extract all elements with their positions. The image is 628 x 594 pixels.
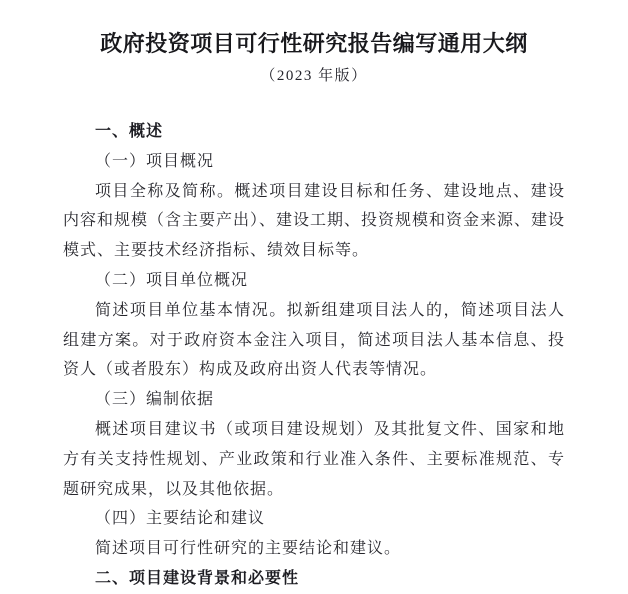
paragraph-conclusions-suggestions: 简述项目可行性研究的主要结论和建议。 bbox=[95, 540, 402, 558]
document-title: 政府投资项目可行性研究报告编写通用大纲 bbox=[100, 31, 528, 56]
paragraph-project-overview: 项目全称及简称。概述项目建设目标和任务、建设地点、建设内容和规模（含主要产出）、建设工期、投资规模和资金来源、建设模式、主要技术经济指标、绩效目标等。 bbox=[63, 182, 566, 260]
subsection-heading-1-2: （二）项目单位概况 bbox=[95, 271, 249, 289]
paragraph-compilation-basis: 概述项目建议书（或项目建设规划）及其批复文件、国家和地方有关支持性规划、产业政策和行业准入条件、主要标准规范、专题研究成果，以及其他依据。 bbox=[63, 420, 565, 498]
document-body bbox=[63, 117, 565, 594]
subsection-heading-1-1: （一）项目概况 bbox=[95, 152, 215, 170]
document-subtitle: （2023 年版） bbox=[260, 68, 368, 84]
section-heading-1: 一、概述 bbox=[95, 123, 164, 140]
paragraph-project-unit-overview: 简述项目单位基本情况。拟新组建项目法人的，简述项目法人组建方案。对于政府资本金注入项目，简述项目法人基本信息、投资人（或者股东）构成及政府出资人代表等情况。 bbox=[63, 301, 565, 379]
subsection-heading-1-3: （三）编制依据 bbox=[95, 391, 215, 409]
subsection-heading-1-4: （四）主要结论和建议 bbox=[95, 510, 266, 528]
section-heading-2: 二、项目建设背景和必要性 bbox=[95, 569, 300, 587]
